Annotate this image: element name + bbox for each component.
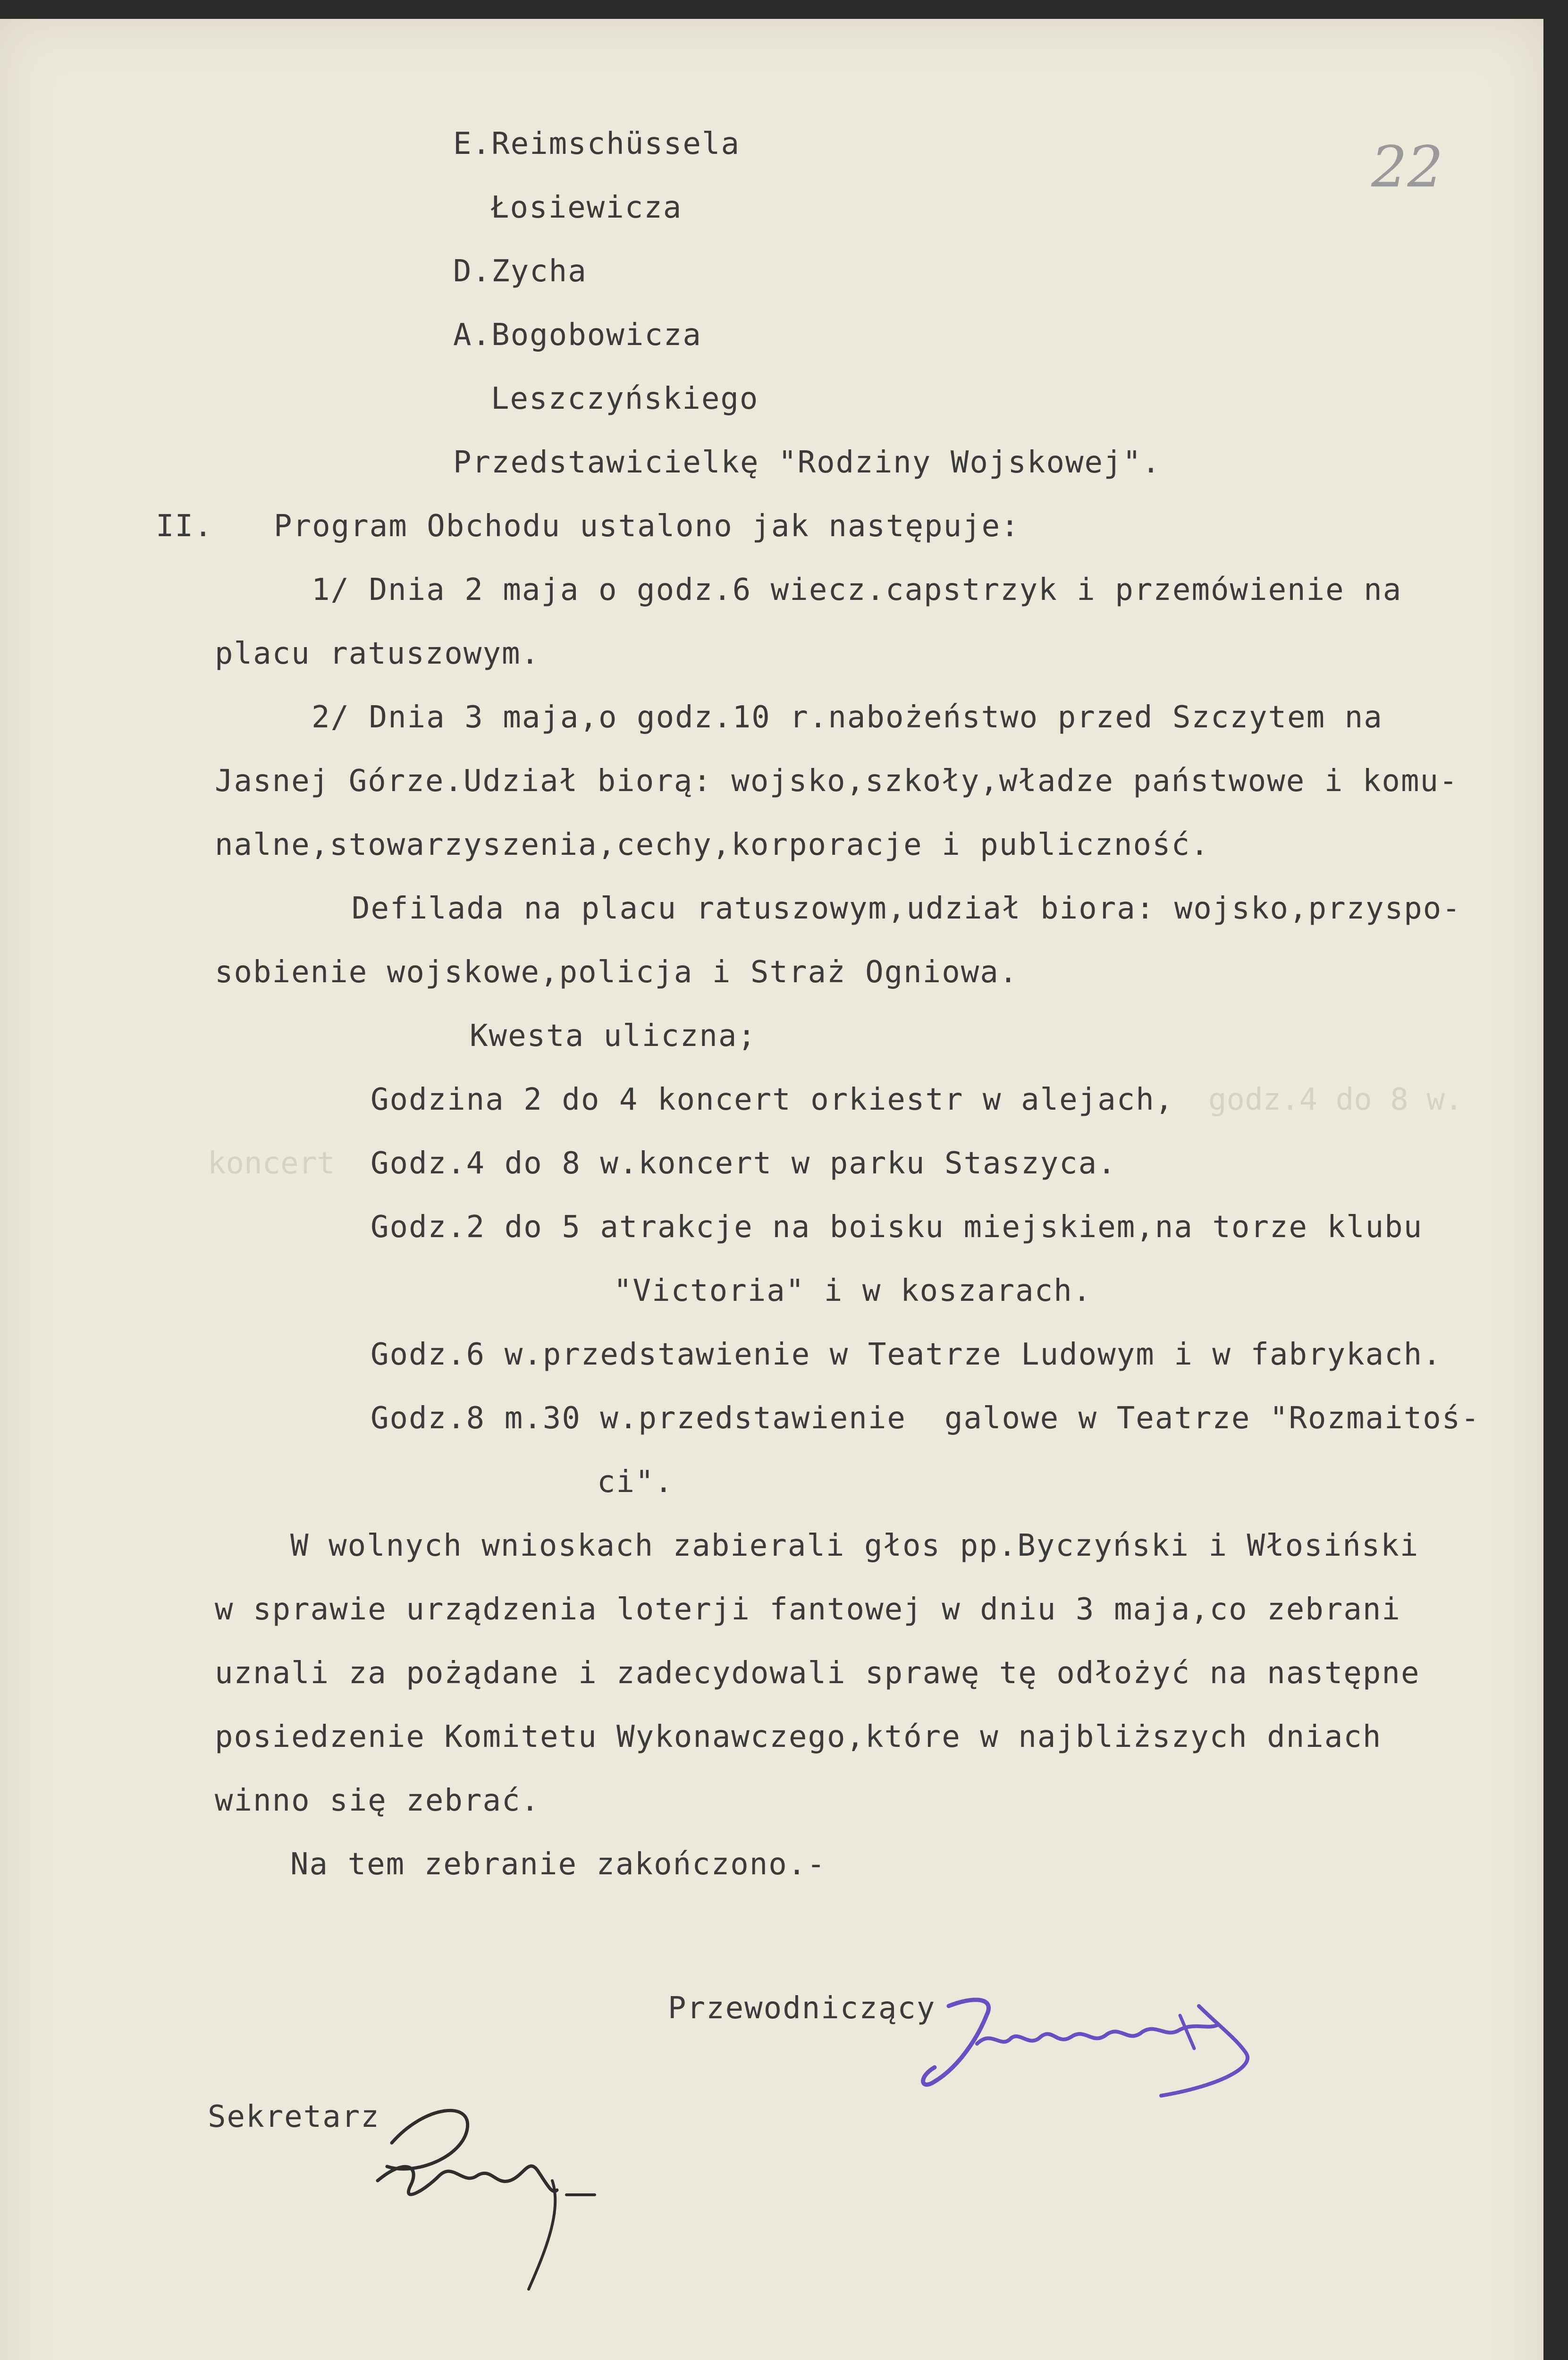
schedule-line: Godz.4 do 8 w.koncert w parku Staszyca. (371, 1146, 1117, 1181)
list-item: Przedstawicielkę "Rodziny Wojskowej". (453, 445, 1161, 480)
list-item: D.Zycha (453, 254, 587, 289)
closing-line: Na tem zebranie zakończono.- (290, 1847, 826, 1882)
section-heading: Program Obchodu ustalono jak następuje: (274, 509, 1020, 544)
secretary-signature (330, 2086, 642, 2299)
list-item: Łosiewicza (491, 190, 683, 225)
chairman-signature (916, 1987, 1274, 2110)
ghost-text: godz.4 do 8 w. (1208, 1082, 1463, 1117)
paragraph-line: 1/ Dnia 2 maja o godz.6 wiecz.capstrzyk i przemówienie na (312, 573, 1402, 607)
secretary-label: Sekretarz (208, 2099, 380, 2134)
paragraph-line: placu ratuszowym. (215, 636, 540, 671)
ghost-text: koncert (208, 1146, 335, 1181)
schedule-line: Godz.8 m.30 w.przedstawienie galowe w Teatrze "Rozmaitoś- (371, 1401, 1480, 1436)
paragraph-line: uznali za pożądane i zadecydowali sprawę tę odłożyć na następne (215, 1656, 1420, 1691)
chairman-label: Przewodniczący (668, 1991, 936, 2026)
paragraph-line: nalne,stowarzyszenia,cechy,korporacje i publiczność. (215, 827, 1210, 862)
paragraph-line: posiedzenie Komitetu Wykonawczego,które w najbliższych dniach (215, 1719, 1382, 1754)
schedule-line: ci". (597, 1465, 674, 1500)
list-item: Leszczyńskiego (491, 381, 759, 416)
schedule-line: Godz.6 w.przedstawienie w Teatrze Ludowym i w fabrykach. (371, 1337, 1442, 1372)
schedule-line: Godz.2 do 5 atrakcje na boisku miejskiem,na torze klubu (371, 1210, 1423, 1245)
paragraph-line: winno się zebrać. (215, 1783, 540, 1818)
schedule-line: "Victoria" i w koszarach. (614, 1273, 1092, 1308)
paragraph-line: Jasnej Górze.Udział biorą: wojsko,szkoły,władze państwowe i komu- (215, 764, 1458, 799)
list-item: A.Bogobowicza (453, 318, 702, 353)
paragraph-line: 2/ Dnia 3 maja,o godz.10 r.nabożeństwo przed Szczytem na (312, 700, 1383, 735)
schedule-line: Godzina 2 do 4 koncert orkiestr w alejach, (371, 1082, 1174, 1117)
paragraph-line: w sprawie urządzenia loterji fantowej w dniu 3 maja,co zebrani (215, 1592, 1401, 1627)
document-page (0, 19, 1543, 2360)
paragraph-line: sobienie wojskowe,policja i Straż Ogniowa. (215, 955, 1019, 990)
list-item: E.Reimschüssela (453, 126, 740, 161)
page-number: 22 (1371, 135, 1443, 200)
section-number: II. (156, 509, 213, 544)
paragraph-line: Defilada na placu ratuszowym,udział biora: wojsko,przyspo- (352, 891, 1461, 926)
paragraph-line: W wolnych wnioskach zabierali głos pp.Byczyński i Włosiński (290, 1528, 1419, 1563)
subheading: Kwesta uliczna; (470, 1019, 757, 1054)
